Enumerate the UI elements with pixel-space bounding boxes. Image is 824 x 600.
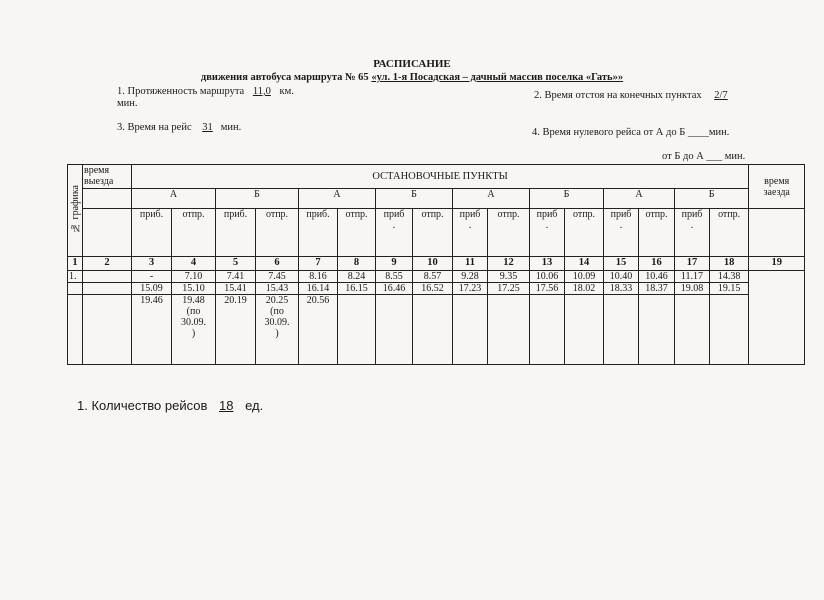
standby-time-label: 2. Время отстоя на конечных пунктах [534,90,702,101]
validity-note: (по [186,306,201,317]
table-cell: 15.09 [132,283,172,295]
header-row-arr-dep [68,209,805,257]
zero-trip-ab-line [532,127,729,138]
table-cell: 15.10 [172,283,216,295]
stops-header: ОСТАНОВОЧНЫЕ ПУНКТЫ [132,165,749,189]
table-cell: 8.24 [338,271,376,283]
table-cell: 20.25 (по 30.09. ) [256,295,299,365]
route-length-label: 1. Протяженность маршрута [117,86,245,97]
table-cell: 10.06 [530,271,565,283]
route-length-unit: км. [279,86,294,97]
zero-trip-ab-label: 4. Время нулевого рейса от А до Б [532,127,686,138]
arrival-label: приб. [132,209,172,257]
table-cell: 17.23 [453,283,488,295]
stop-label: А [604,189,675,209]
stop-label: А [299,189,376,209]
departure-label: отпр. [338,209,376,257]
column-number: 19 [749,257,805,271]
route-length-min: мин. [117,98,138,109]
stop-label: Б [675,189,749,209]
table-cell: 20.56 [299,295,338,365]
table-cell [675,295,710,365]
validity-note: (по [270,306,284,317]
empty-cell [83,189,132,209]
table-cell: 8.55 [376,271,413,283]
table-cell: 10.46 [639,271,675,283]
column-number: 13 [530,257,565,271]
column-number: 17 [675,257,710,271]
table-cell: 14.38 [710,271,749,283]
table-cell: 15.43 [256,283,299,295]
trip-time-line [117,122,241,133]
column-number: 2 [83,257,132,271]
table-row [68,295,805,365]
zero-trip-ba-blank: ___ [706,151,723,162]
column-number: 4 [172,257,216,271]
arrival-label: приб. [299,209,338,257]
table-cell: 11.17 [675,271,710,283]
trip-count-line [77,398,263,413]
table-cell [68,283,83,295]
column-number: 3 [132,257,172,271]
standby-time-line [534,90,738,101]
column-number: 6 [256,257,299,271]
zero-trip-ba-label: от Б до А [662,151,704,162]
table-cell [604,295,639,365]
zero-trip-ba-line [662,151,745,162]
stop-label: Б [376,189,453,209]
route-length-line [117,86,294,97]
stop-label: Б [530,189,604,209]
validity-note: 30.09. [264,317,290,328]
column-number: 18 [710,257,749,271]
stop-label: Б [216,189,299,209]
table-cell [488,295,530,365]
departure-label: отпр. [488,209,530,257]
table-row [68,283,805,295]
table-cell: 7.41 [216,271,256,283]
table-cell: 17.25 [488,283,530,295]
table-cell: 18.33 [604,283,639,295]
column-number: 1 [68,257,83,271]
departure-time-header: время выезда [83,165,132,189]
arrival-label: приб . [376,209,413,257]
table-cell [83,271,132,283]
table-cell: 7.10 [172,271,216,283]
table-cell: 10.09 [565,271,604,283]
document-title: РАСПИСАНИЕ [373,58,451,70]
departure-label: отпр. [413,209,453,257]
table-cell: 9.35 [488,271,530,283]
arrival-label: приб . [604,209,639,257]
trip-time-value: 31 [202,122,213,133]
table-cell [413,295,453,365]
table-cell: 18.37 [639,283,675,295]
header-row-stops [68,189,805,209]
trip-time-label: 3. Время на рейс [117,122,192,133]
document-subtitle [0,72,824,83]
arrival-time-header: время заезда [749,165,805,209]
table-cell: 7.45 [256,271,299,283]
column-number: 8 [338,257,376,271]
table-cell [749,271,805,365]
validity-note: ) [275,328,279,339]
trip-count-value: 18 [219,398,234,413]
table-cell [530,295,565,365]
empty-cell [83,209,132,257]
table-cell: 16.46 [376,283,413,295]
subtitle-prefix: движения автобуса маршрута № 65 [200,72,369,83]
table-cell [68,295,83,365]
table-cell: 15.41 [216,283,256,295]
column-number: 5 [216,257,256,271]
column-number-row [68,257,805,271]
validity-note: ) [191,328,196,339]
column-number: 9 [376,257,413,271]
table-cell: 8.57 [413,271,453,283]
trip-time-unit: мин. [220,122,242,133]
table-cell [338,295,376,365]
table-cell: 9.28 [453,271,488,283]
column-number: 16 [639,257,675,271]
table-cell: 20.19 [216,295,256,365]
column-number: 12 [488,257,530,271]
schedule-table [67,164,805,365]
table-cell: 18.02 [565,283,604,295]
table-cell: 16.15 [338,283,376,295]
table-cell: - [132,271,172,283]
departure-label: отпр. [172,209,216,257]
table-cell: 19.08 [675,283,710,295]
table-cell [565,295,604,365]
arrival-label: приб. [216,209,256,257]
table-cell [376,295,413,365]
table-cell: 17.56 [530,283,565,295]
arrival-label: приб . [530,209,565,257]
validity-note: 30.09. [181,317,206,328]
table-cell: 16.14 [299,283,338,295]
stop-label: А [132,189,216,209]
column-number: 15 [604,257,639,271]
zero-trip-ba-unit: мин. [724,151,746,162]
table-cell: 19.15 [710,283,749,295]
departure-label: отпр. [256,209,299,257]
table-cell: 1. [68,271,83,283]
table-cell: 8.16 [299,271,338,283]
empty-cell [749,209,805,257]
column-number: 7 [299,257,338,271]
departure-label: отпр. [639,209,675,257]
header-row-1 [68,165,805,189]
subtitle-route: «ул. 1-я Посадская – дачный массив поселка «Гать»» [371,72,624,83]
arrival-label: приб . [453,209,488,257]
table-cell: 16.52 [413,283,453,295]
table-cell: 10.40 [604,271,639,283]
table-cell: 19.46 [132,295,172,365]
stop-label: А [453,189,530,209]
zero-trip-ab-unit: мин. [708,127,730,138]
zero-trip-ab-blank: ____ [687,127,709,138]
table-cell: 19.48 (по 30.09. ) [172,295,216,365]
table-cell [453,295,488,365]
departure-label: отпр. [565,209,604,257]
schedule-no-header: № графика [68,165,83,257]
table-cell [83,283,132,295]
standby-time-value: 2/7 [714,90,728,101]
route-length-value: 11,0 [252,86,271,97]
table-cell [639,295,675,365]
departure-label: отпр. [710,209,749,257]
arrival-label: приб . [675,209,710,257]
trip-count-unit: ед. [245,398,264,413]
trip-count-label: 1. Количество рейсов [77,398,208,413]
table-cell [83,295,132,365]
table-cell [710,295,749,365]
column-number: 11 [453,257,488,271]
column-number: 10 [413,257,453,271]
table-row [68,271,805,283]
column-number: 14 [565,257,604,271]
